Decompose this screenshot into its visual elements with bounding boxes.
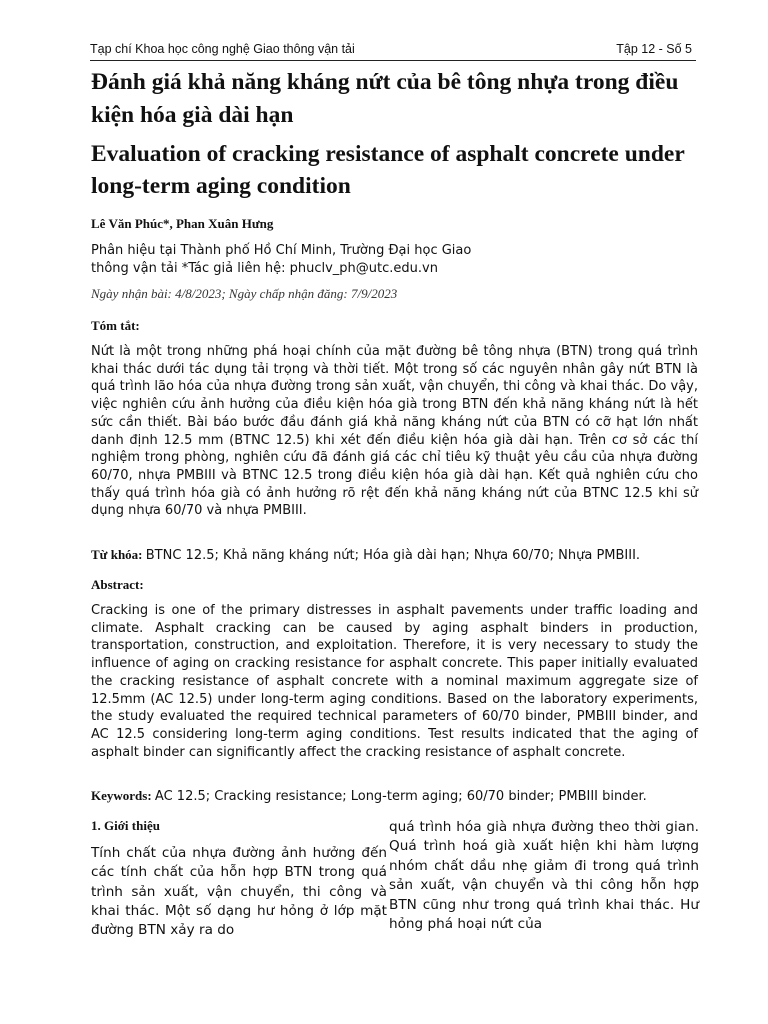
abstract-vi-text: Nứt là một trong những phá hoại chính của mặt đường bê tông nhựa (BTN) trong quá trình khai thác dưới tác dụng tải trọng và thời tiết. Một trong số các nguyên nhân gây nứt BTN là quá trình lão hóa của nhựa đường trong sản xuất, vận chuyển, thi công và khai thác. Do vậy, việc nghiên cứu ảnh hưởng của điều kiện hóa già trong BTN đến khả năng kháng nứt là hết sức cần thiết. Bài báo bước đầu đánh giá khả năng kháng nứt của BTN có cỡ hạt lớn nhất danh định 12.5 mm (BTNC 12.5) khi xét đến điều kiện hóa già dài hạn. Trên cơ sở các thí nghiệm trong phòng, nghiên cứu đã đánh giá các chỉ tiêu kỹ thuật yêu cầu của nhựa đường 60/70, nhựa PMBIII và BTNC 12.5 trong điều kiện hóa già dài hạn. Kết quả nghiên cứu cho thấy quá trình hóa già có ảnh hưởng rõ rệt đến khả năng kháng nứt của BTNC 12.5 khi sử dụng nhựa 60/70 và nhựa PMBIII.: [91, 344, 698, 519]
abstract-en-text: Cracking is one of the primary distresses in asphalt pavements under traffic loading and climate. Asphalt cracking can be caused by aging asphalt binders in production, transportation, construction, and exploitation. Therefore, it is very necessary to study the influence of aging on cracking resistance for asphalt concrete. This paper initially evaluated the cracking resistance of asphalt concrete with a nominal maximum aggregate size of 12.5mm (AC 12.5) under long-term aging conditions. Based on the laboratory experiments, the study evaluated the required technical parameters of 60/70 binder, PMBIII binder, and AC 12.5 considering long-term aging conditions. Test results indicated that the aging of asphalt binder can significantly affect the cracking resistance of asphalt concrete.: [91, 603, 698, 760]
body-column-right: quá trình hóa già nhựa đường theo thời gian. Quá trình hoá già xuất hiện khi hàm lượng nhóm chất dầu nhẹ giảm đi trong quá trình sản xuất, vận chuyển và thi công hỗn hợp BTN cũng như trong quá trình khai thác. Hư hỏng phá hoại nứt của: [389, 819, 699, 933]
affiliation: [91, 242, 471, 278]
body-column-left: Tính chất của nhựa đường ảnh hưởng đến các tính chất của hỗn hợp BTN trong quá trình sản xuất, vận chuyển, thi công và khai thác. Một số dạng hư hỏng ở lớp mặt đường BTN xảy ra do: [91, 845, 387, 939]
author-list: Lê Văn Phúc*, Phan Xuân Hưng: [91, 216, 274, 231]
keywords-vi-label: Từ khóa:: [91, 547, 143, 562]
submission-dates: Ngày nhận bài: 4/8/2023; Ngày chấp nhận đăng: 7/9/2023: [91, 286, 398, 301]
keywords-en: [91, 788, 647, 804]
issue-number: Tập 12 - Số 5: [616, 42, 692, 56]
abstract-vi-label: Tóm tắt:: [91, 318, 140, 333]
header-divider: [90, 60, 696, 61]
keywords-vi-value: BTNC 12.5; Khả năng kháng nứt; Hóa già dài hạn; Nhựa 60/70; Nhựa PMBIII.: [145, 548, 641, 563]
keywords-en-value: AC 12.5; Cracking resistance; Long-term aging; 60/70 binder; PMBIII binder.: [154, 789, 647, 804]
title-english: Evaluation of cracking resistance of asphalt concrete under long-term aging condition: [91, 141, 685, 199]
section-heading: 1. Giới thiệu: [91, 818, 160, 833]
journal-name: Tạp chí Khoa học công nghệ Giao thông vận tải: [90, 42, 355, 56]
affiliation-line-1: Phân hiệu tại Thành phố Hồ Chí Minh, Trường Đại học Giao: [91, 243, 472, 258]
keywords-en-label: Keywords:: [91, 788, 152, 803]
abstract-en-label: Abstract:: [91, 577, 144, 592]
affiliation-line-2: thông vận tải *Tác giả liên hệ: phuclv_ph@utc.edu.vn: [91, 261, 438, 276]
title-vietnamese: Đánh giá khả năng kháng nứt của bê tông nhựa trong điều kiện hóa già dài hạn: [91, 69, 679, 128]
keywords-vi: [91, 547, 640, 563]
